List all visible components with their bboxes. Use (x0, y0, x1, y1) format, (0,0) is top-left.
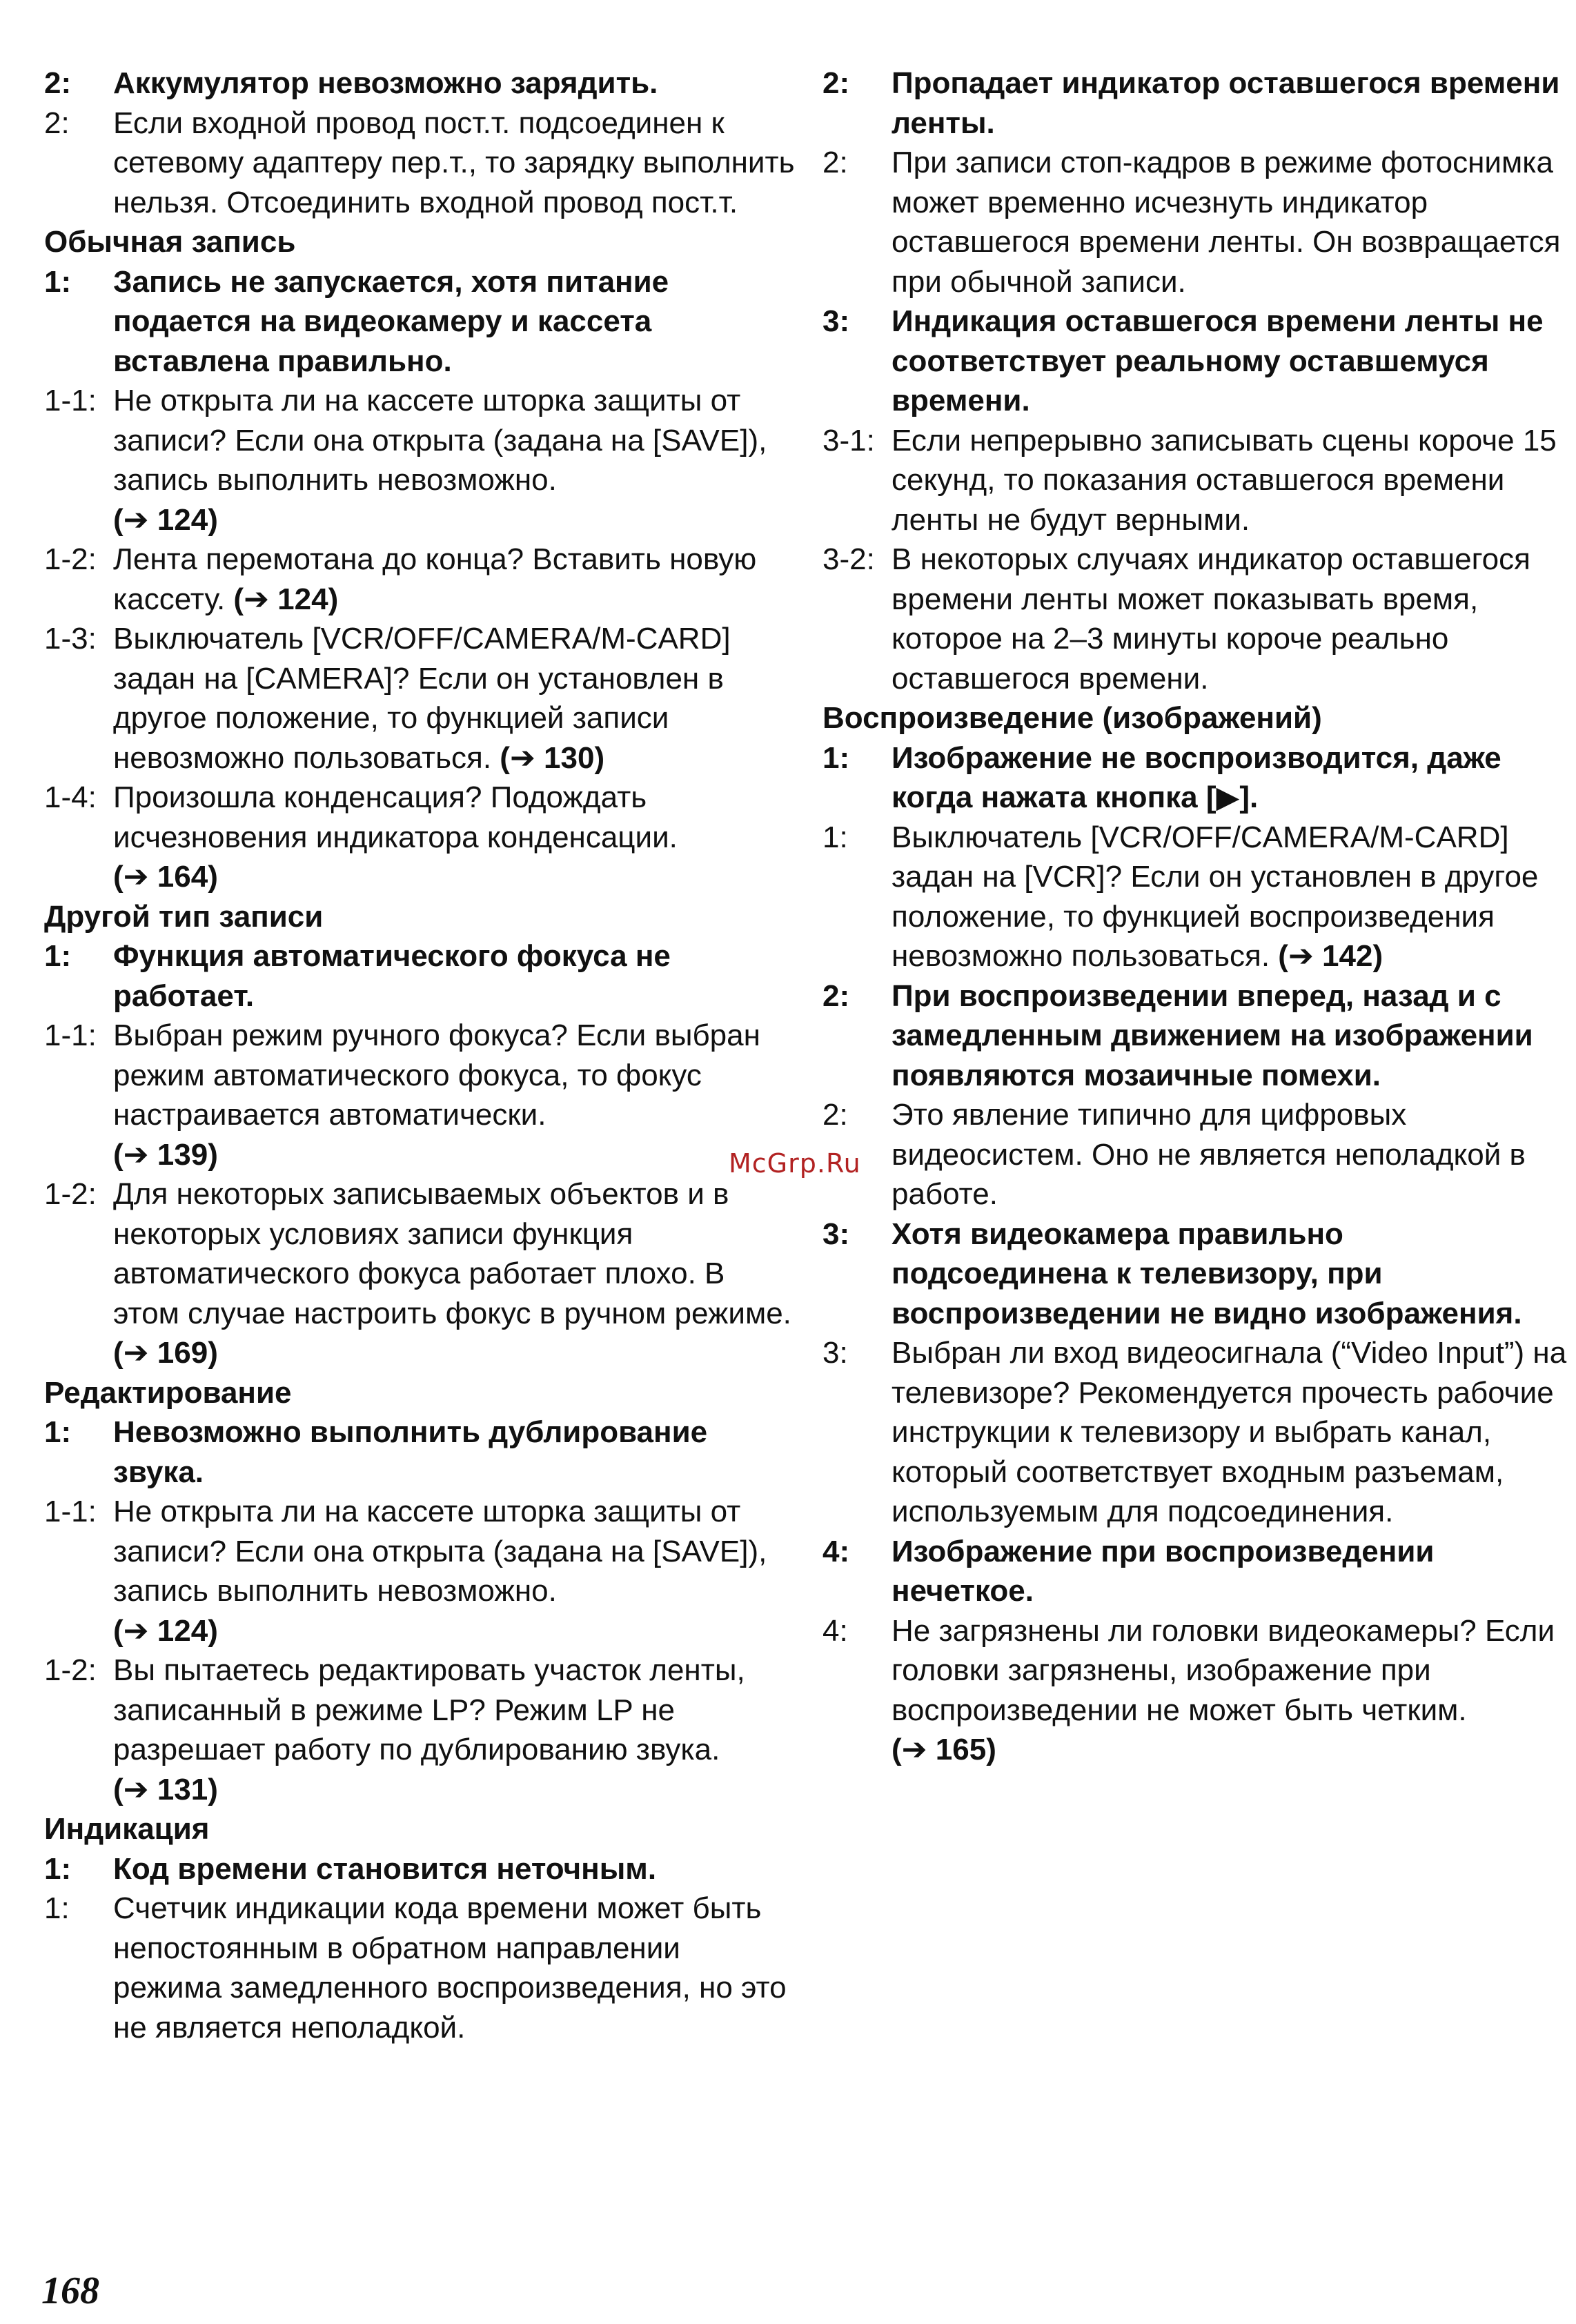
item-number: 1-2: (44, 542, 97, 576)
solution-text (113, 104, 796, 223)
item-text: При записи стоп-кадров в режиме фотоснимка может временно исчезнуть индикатор оставшегося времени ленты. Он возвращается при обычной записи. (892, 146, 1561, 299)
reference-page-number: 142 (1322, 939, 1373, 973)
solution-text (892, 1095, 1568, 1214)
arrow-right-icon: ➔ (123, 860, 149, 894)
item-number: 1-2: (44, 1653, 97, 1687)
solution-item (823, 1333, 1568, 1532)
page-number: 168 (41, 2269, 99, 2312)
solution-text (892, 540, 1568, 698)
arrow-right-icon: ➔ (123, 1336, 149, 1370)
item-number: 2: (823, 978, 850, 1013)
section-heading: Воспроизведение (изображений) (823, 701, 1322, 735)
item-text: Если входной провод пост.т. подсоединен к сетевому адаптеру пер.т., то зарядку выполнить нельзя. Отсоединить входной провод пост.т. (113, 106, 795, 219)
page-reference-link[interactable]: (➔ 131) (113, 1773, 218, 1806)
item-text: Для некоторых записываемых объектов и в некоторых условиях записи функция автоматического фокуса работает плохо. В этом случае настроить фокус в ручном режиме. (113, 1177, 791, 1330)
solution-text (113, 1174, 796, 1373)
item-number: 1: (44, 264, 72, 299)
item-number: 1-1: (44, 384, 97, 417)
item-text: Функция автоматического фокуса не работает. (113, 939, 671, 1013)
solution-text (113, 619, 796, 778)
page-reference-link[interactable]: (➔ 124) (233, 582, 338, 616)
page-reference-link[interactable]: (➔ 124) (113, 1614, 218, 1648)
solution-text (113, 1016, 796, 1174)
problem-text (892, 1532, 1568, 1611)
item-text: Выбран ли вход видеосигнала (“Video Input”) на телевизоре? Рекомендуется прочесть рабочие инструкции к телевизору и выбрать канал, который соответствует входным разъемам, используемым для подсоединения. (892, 1336, 1567, 1528)
reference-page-number: 169 (157, 1336, 208, 1370)
item-text: Выключатель [VCR/OFF/CAMERA/M-CARD] задан на [VCR]? Если он установлен в другое положение, то функцией воспроизведения невозможно пользоваться. (892, 820, 1539, 973)
page-reference-link[interactable]: (➔ 142) (1278, 939, 1383, 973)
item-text: Аккумулятор невозможно зарядить. (113, 66, 658, 100)
problem-item (823, 738, 1568, 818)
problem-item (823, 1532, 1568, 1611)
item-number: 3: (823, 304, 850, 338)
solution-item (44, 104, 796, 223)
reference-page-number: 124 (157, 1613, 208, 1648)
reference-page-number: 164 (157, 860, 208, 894)
item-text: Выключатель [VCR/OFF/CAMERA/M-CARD] задан на [CAMERA]? Если он установлен в другое положение, то функцией записи невозможно пользоваться. (113, 622, 731, 775)
item-number: 1-1: (44, 1018, 97, 1052)
item-number: 1-3: (44, 622, 97, 656)
section-heading: Обычная запись (44, 225, 296, 259)
item-text: Пропадает индикатор оставшегося времени ленты. (892, 66, 1560, 140)
item-text: Не открыта ли на кассете шторка защиты от записи? Если она открыта (задана на [SAVE]), запись выполнить невозможно. (113, 1495, 767, 1608)
item-text: Вы пытаетесь редактировать участок ленты, записанный в режиме LP? Режим LP не разрешает работу по дублированию звука. (113, 1653, 745, 1766)
item-number: 3: (823, 1336, 848, 1370)
section-heading: Редактирование (44, 1375, 292, 1410)
section-heading: Другой тип записи (44, 899, 324, 934)
item-text: Счетчик индикации кода времени может быть непостоянным в обратном направлении режима замедленного воспроизведения, но это не является неполадкой. (113, 1891, 787, 2045)
solution-item (823, 818, 1568, 976)
watermark: McGrp.Ru (729, 1148, 861, 1179)
solution-text (892, 143, 1568, 302)
problem-text (113, 1849, 796, 1889)
section-heading: Индикация (44, 1812, 210, 1846)
solution-text (113, 1889, 796, 2047)
page-reference-link[interactable]: (➔ 139) (113, 1138, 218, 1172)
solution-item (44, 1174, 796, 1373)
solution-item (44, 1492, 796, 1651)
arrow-right-icon: ➔ (123, 1772, 149, 1806)
item-text: Лента перемотана до конца? Вставить новую кассету. (113, 542, 757, 616)
reference-page-number: 139 (157, 1137, 208, 1172)
item-number: 1: (44, 1851, 72, 1886)
item-number: 1-1: (44, 1495, 97, 1528)
problem-text (113, 63, 796, 104)
solution-item (823, 540, 1568, 698)
item-text: Хотя видеокамера правильно подсоединена к телевизору, при воспроизведении не видно изображения. (892, 1217, 1522, 1330)
reference-page-number: 131 (157, 1772, 208, 1806)
solution-item (44, 1651, 796, 1809)
reference-page-number: 124 (157, 502, 208, 537)
problem-text (892, 63, 1568, 143)
solution-item (44, 778, 796, 897)
item-number: 1: (823, 740, 850, 775)
solution-text (892, 421, 1568, 540)
item-number: 2: (823, 1098, 848, 1132)
page-reference-link[interactable]: (➔ 164) (113, 860, 218, 894)
solution-text (892, 1611, 1568, 1770)
item-text: Изображение при воспроизведении нечеткое. (892, 1534, 1435, 1608)
solution-item (44, 381, 796, 540)
solution-item (44, 540, 796, 619)
problem-item (823, 63, 1568, 143)
page-reference-link[interactable]: (➔ 130) (500, 741, 604, 775)
problem-item (823, 302, 1568, 421)
item-text: Если непрерывно записывать сцены короче 15 секунд, то показания оставшегося времени ленты не будут верными. (892, 423, 1557, 537)
item-text: Невозможно выполнить дублирование звука. (113, 1415, 708, 1489)
problem-item (44, 63, 796, 104)
item-number: 2: (823, 66, 850, 100)
item-number: 1: (823, 820, 848, 854)
arrow-right-icon: ➔ (123, 1613, 149, 1648)
problem-item (44, 1412, 796, 1492)
problem-item (823, 976, 1568, 1096)
page-reference-link[interactable]: (➔ 124) (113, 503, 218, 537)
solution-item (44, 1016, 796, 1174)
problem-text (892, 302, 1568, 421)
problem-item (44, 1849, 796, 1889)
item-text: Не загрязнены ли головки видеокамеры? Если головки загрязнены, изображение при воспроизведении не может быть четким. (892, 1613, 1555, 1727)
reference-page-number: 165 (935, 1733, 987, 1766)
solution-text (113, 1651, 796, 1809)
item-number: 4: (823, 1613, 848, 1648)
item-text: Индикация оставшегося времени ленты не соответствует реальному оставшемуся времени. (892, 304, 1544, 417)
solution-item (823, 421, 1568, 540)
right-column (823, 63, 1568, 1770)
solution-item (823, 143, 1568, 302)
solution-text (113, 1492, 796, 1651)
arrow-right-icon: ➔ (123, 1137, 149, 1172)
item-text: Изображение не воспроизводится, даже когда нажата кнопка [▶]. (892, 740, 1501, 814)
item-number: 1: (44, 1415, 72, 1449)
item-number: 3: (823, 1217, 850, 1251)
page-reference-link[interactable]: (➔ 169) (113, 1336, 218, 1370)
arrow-right-icon: ➔ (244, 582, 269, 616)
solution-item (823, 1095, 1568, 1214)
solution-text (892, 1333, 1568, 1532)
solution-text (113, 381, 796, 540)
item-text: Это явление типично для цифровых видеосистем. Оно не является неполадкой в работе. (892, 1098, 1526, 1211)
problem-text (113, 936, 796, 1016)
solution-text (113, 778, 796, 897)
problem-text (892, 738, 1568, 818)
arrow-right-icon: ➔ (509, 740, 535, 775)
item-number: 3-2: (823, 542, 875, 576)
item-text: Запись не запускается, хотя питание подается на видеокамеру и кассета вставлена правильно. (113, 264, 669, 378)
arrow-right-icon: ➔ (123, 502, 149, 537)
problem-item (44, 936, 796, 1016)
item-text: Не открыта ли на кассете шторка защиты от записи? Если она открыта (задана на [SAVE]), запись выполнить невозможно. (113, 384, 767, 497)
item-number: 2: (44, 66, 72, 100)
solution-text (892, 818, 1568, 976)
item-text: Код времени становится неточным. (113, 1851, 657, 1886)
item-text: В некоторых случаях индикатор оставшегося времени ленты может показывать время, которое на 2–3 минуты короче реально оставшегося времени. (892, 542, 1530, 696)
problem-text (892, 976, 1568, 1096)
item-text: Произошла конденсация? Подождать исчезновения индикатора конденсации. (113, 780, 678, 854)
item-number: 2: (44, 106, 70, 140)
problem-item (44, 262, 796, 382)
arrow-right-icon: ➔ (1288, 939, 1314, 973)
page-reference-link[interactable]: (➔ 165) (892, 1733, 996, 1766)
item-number: 1-4: (44, 780, 97, 814)
item-number: 1-2: (44, 1177, 97, 1211)
problem-text (892, 1214, 1568, 1334)
solution-item (823, 1611, 1568, 1770)
item-number: 1: (44, 939, 72, 973)
problem-item (823, 1214, 1568, 1334)
item-text: При воспроизведении вперед, назад и с замедленным движением на изображении появляются мозаичные помехи. (892, 978, 1533, 1092)
problem-text (113, 262, 796, 382)
item-number: 4: (823, 1534, 850, 1568)
item-number: 2: (823, 146, 848, 179)
solution-text (113, 540, 796, 619)
item-number: 1: (44, 1891, 70, 1925)
problem-text (113, 1412, 796, 1492)
left-column (44, 63, 796, 2047)
arrow-right-icon: ➔ (901, 1733, 927, 1766)
reference-page-number: 124 (277, 582, 328, 616)
solution-item (44, 619, 796, 778)
reference-page-number: 130 (544, 740, 595, 775)
solution-item (44, 1889, 796, 2047)
item-text: Выбран режим ручного фокуса? Если выбран режим автоматического фокуса, то фокус настраивается автоматически. (113, 1018, 760, 1132)
item-number: 3-1: (823, 423, 875, 457)
